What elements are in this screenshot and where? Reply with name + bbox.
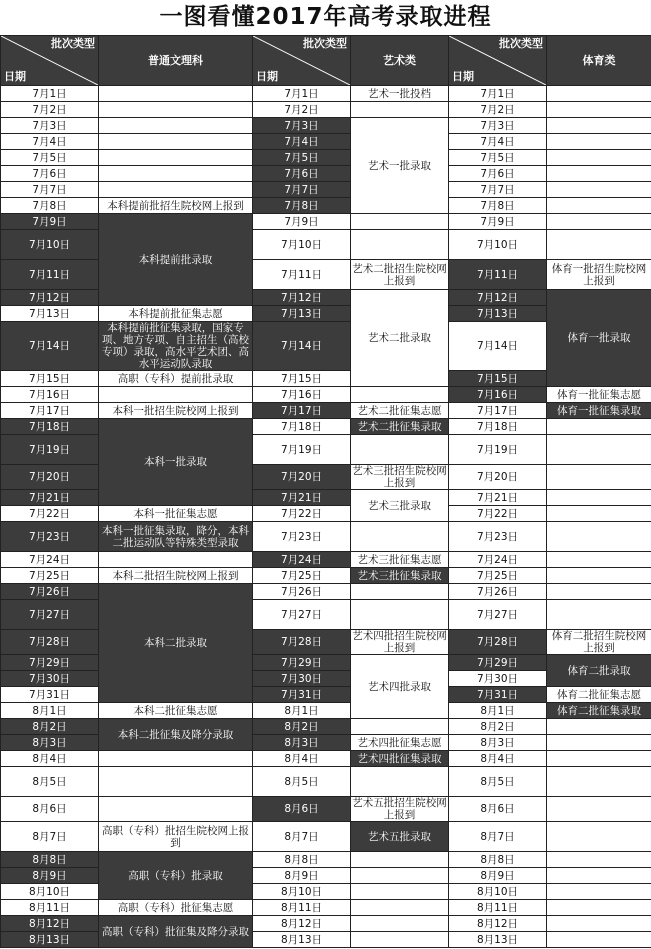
art-empty-cell [351,387,449,403]
general-date-cell: 7月6日 [1,166,99,182]
general-date-cell: 8月8日 [1,852,99,868]
art-date-cell: 7月16日 [253,387,351,403]
sports-empty-cell [547,916,651,932]
table-row [1,166,651,182]
table-row [1,552,651,568]
sports-empty-cell [547,465,651,490]
art-date-cell: 7月19日 [253,435,351,465]
table-row [1,182,651,198]
art-empty-cell [351,230,449,260]
sports-empty-cell [547,490,651,506]
art-date-cell: 7月18日 [253,419,351,435]
table-row [1,490,651,506]
art-date-cell: 7月21日 [253,490,351,506]
sports-date-cell: 7月1日 [449,86,547,102]
general-date-cell: 7月7日 [1,182,99,198]
general-event-cell: 本科一批招生院校网上报到 [99,403,253,419]
table-row [1,465,651,490]
general-date-cell: 8月10日 [1,884,99,900]
sports-empty-cell [547,522,651,552]
general-date-cell: 7月24日 [1,552,99,568]
art-date-cell: 7月17日 [253,403,351,419]
art-event-cell: 艺术二批征集录取 [351,419,449,435]
art-event-cell: 艺术五批招生院校网上报到 [352,797,447,821]
sports-date-cell: 7月8日 [449,198,547,214]
sports-date-cell: 7月31日 [449,687,547,703]
sports-empty-cell [547,852,651,868]
sports-date-cell: 7月7日 [449,182,547,198]
general-date-cell: 7月28日 [1,630,99,655]
general-event-cell: 本科二批招生院校网上报到 [99,568,253,584]
general-date-cell: 8月3日 [1,735,99,751]
sports-date-cell: 7月17日 [449,403,547,419]
batch-type-label: 批次类型 [51,37,95,50]
general-date-cell: 7月21日 [1,490,99,506]
column-header-general: 普通文理科 [99,36,253,86]
general-date-cell: 7月15日 [1,371,99,387]
table-row [1,751,651,767]
table-row [1,214,651,230]
general-date-cell: 7月16日 [1,387,99,403]
sports-empty-cell [547,166,651,182]
general-event-cell: 本科提前批招生院校网上报到 [99,198,253,214]
art-date-cell: 8月5日 [253,767,351,797]
sports-empty-cell [547,884,651,900]
art-date-cell: 7月25日 [253,568,351,584]
table-row [1,387,651,403]
sports-date-cell: 7月19日 [449,435,547,465]
general-empty-cell [99,166,253,182]
sports-empty-cell [547,86,651,102]
art-date-cell: 8月8日 [253,852,351,868]
general-date-cell: 8月12日 [1,916,99,932]
art-event-cell: 艺术三批录取 [351,490,449,522]
general-date-cell: 7月30日 [1,671,99,687]
general-date-cell: 7月13日 [1,306,99,322]
art-date-cell: 7月6日 [253,166,351,182]
art-event-cell: 艺术四批录取 [351,655,449,719]
sports-date-cell: 7月2日 [449,102,547,118]
general-date-cell: 7月4日 [1,134,99,150]
table-row [1,260,651,290]
art-date-cell: 7月23日 [253,522,351,552]
general-event-cell: 本科一批征集录取，降分，本科二批运动队等特殊类型录取 [99,522,253,552]
sports-date-cell: 8月8日 [449,852,547,868]
general-date-cell: 8月7日 [1,822,99,852]
art-event-cell: 艺术三批招生院校网上报到 [352,465,447,489]
general-date-cell: 7月1日 [1,86,99,102]
general-date-cell: 7月31日 [1,687,99,703]
general-date-cell: 7月10日 [1,230,99,260]
sports-date-cell: 7月11日 [449,260,547,290]
art-event-cell: 艺术四批招生院校网上报到 [352,630,447,654]
art-date-cell: 7月24日 [253,552,351,568]
general-date-cell: 7月22日 [1,506,99,522]
sports-date-cell: 8月11日 [449,900,547,916]
art-date-cell: 8月4日 [253,751,351,767]
date-label: 日期 [452,70,474,83]
sports-empty-cell [547,214,651,230]
general-empty-cell [99,751,253,767]
corner-header-general [1,36,99,86]
sports-date-cell: 7月24日 [449,552,547,568]
general-empty-cell [99,182,253,198]
table-row [1,868,651,884]
sports-date-cell: 7月25日 [449,568,547,584]
table-row [1,118,651,134]
table-row [1,630,651,655]
general-event-cell: 本科一批征集志愿 [99,506,253,522]
art-empty-cell [351,600,449,630]
general-date-cell: 7月17日 [1,403,99,419]
art-empty-cell [351,214,449,230]
art-event-cell: 艺术三批征集志愿 [351,552,449,568]
art-date-cell: 7月8日 [253,198,351,214]
sports-event-cell: 体育一批录取 [547,290,651,387]
sports-empty-cell [547,600,651,630]
batch-type-label: 批次类型 [303,37,347,50]
table-row [1,916,651,932]
general-event-cell: 本科二批征集及降分录取 [99,719,253,751]
sports-date-cell: 8月9日 [449,868,547,884]
art-event-cell: 艺术四批征集录取 [351,751,449,767]
art-date-cell: 7月11日 [253,260,351,290]
sports-event-cell: 体育一批征集录取 [547,403,651,419]
sports-empty-cell [547,182,651,198]
sports-empty-cell [547,797,651,822]
table-row [1,932,651,948]
art-date-cell: 7月13日 [253,306,351,322]
sports-empty-cell [547,419,651,435]
sports-empty-cell [547,102,651,118]
general-date-cell: 7月19日 [1,435,99,465]
art-empty-cell [351,102,449,118]
general-empty-cell [99,767,253,797]
general-date-cell: 8月4日 [1,751,99,767]
general-date-cell: 7月23日 [1,522,99,552]
art-event-cell: 艺术四批征集志愿 [351,735,449,751]
table-row [1,198,651,214]
sports-event-cell: 体育一批征集志愿 [547,387,651,403]
schedule-sheet [0,35,651,949]
sports-date-cell: 8月12日 [449,916,547,932]
table-row [1,797,651,822]
art-event-cell: 艺术二批录取 [351,290,449,387]
art-date-cell: 7月1日 [253,86,351,102]
general-date-cell: 7月11日 [1,260,99,290]
general-date-cell: 7月29日 [1,655,99,671]
sports-event-cell: 体育二批招生院校网上报到 [547,630,651,655]
art-event-cell: 艺术二批招生院校网上报到 [351,260,449,290]
general-event-cell: 本科二批录取 [99,584,253,703]
sports-event-cell: 体育二批录取 [547,655,651,687]
art-date-cell: 7月3日 [253,118,351,134]
general-empty-cell [99,150,253,166]
sports-date-cell: 7月27日 [449,600,547,630]
art-date-cell: 8月10日 [253,884,351,900]
general-event-cell: 高职（专科）批征集志愿 [99,900,253,916]
general-date-cell: 7月5日 [1,150,99,166]
sports-date-cell: 8月3日 [449,735,547,751]
general-empty-cell [99,387,253,403]
art-date-cell: 7月22日 [253,506,351,522]
art-empty-cell [351,767,449,797]
sports-empty-cell [547,150,651,166]
art-date-cell: 8月7日 [253,822,351,852]
table-row [1,568,651,584]
column-header-art: 艺术类 [351,36,449,86]
art-date-cell: 7月26日 [253,584,351,600]
sports-empty-cell [547,198,651,214]
art-empty-cell [351,916,449,932]
sports-date-cell: 8月6日 [449,797,547,822]
sports-date-cell: 8月13日 [449,932,547,948]
table-row [1,290,651,306]
art-date-cell: 8月13日 [253,932,351,948]
table-row [1,767,651,797]
art-date-cell: 8月3日 [253,735,351,751]
page-title: 一图看懂2017年高考录取进程 [159,4,492,30]
sports-empty-cell [547,118,651,134]
art-date-cell: 7月20日 [253,465,351,490]
sports-date-cell: 7月18日 [449,419,547,435]
sports-date-cell: 7月12日 [449,290,547,306]
sports-event-cell: 体育一批招生院校网上报到 [547,260,651,290]
sports-date-cell: 7月6日 [449,166,547,182]
general-event-cell: 高职（专科）批录取 [99,852,253,900]
general-event-cell: 本科提前批征集录取，国家专项、地方专项、自主招生（高校专项）录取，高水平艺术团、高水平运动队录取 [99,322,253,371]
general-empty-cell [99,86,253,102]
date-label: 日期 [256,70,278,83]
table-row [1,703,651,719]
art-empty-cell [351,900,449,916]
sports-empty-cell [547,230,651,260]
table-row [1,900,651,916]
art-date-cell: 7月30日 [253,671,351,687]
art-date-cell: 7月10日 [253,230,351,260]
header-row [1,36,651,86]
date-label: 日期 [4,70,26,83]
table-row [1,230,651,260]
general-date-cell: 8月1日 [1,703,99,719]
general-date-cell: 7月26日 [1,584,99,600]
general-date-cell: 7月27日 [1,600,99,630]
table-row [1,719,651,735]
art-date-cell: 7月4日 [253,134,351,150]
general-event-cell: 本科提前批征集志愿 [99,306,253,322]
general-date-cell: 7月2日 [1,102,99,118]
sports-empty-cell [547,584,651,600]
sports-event-cell: 体育二批征集录取 [547,703,651,719]
sports-empty-cell [547,751,651,767]
art-date-cell: 7月9日 [253,214,351,230]
sports-empty-cell [547,719,651,735]
table-row [1,584,651,600]
sports-date-cell: 7月3日 [449,118,547,134]
general-event-cell: 本科一批录取 [99,419,253,506]
art-date-cell: 7月5日 [253,150,351,166]
sports-date-cell: 8月4日 [449,751,547,767]
art-date-cell: 8月11日 [253,900,351,916]
art-empty-cell [351,522,449,552]
sports-empty-cell [547,868,651,884]
sports-date-cell: 8月10日 [449,884,547,900]
art-date-cell: 8月1日 [253,703,351,719]
art-event-cell: 艺术三批征集录取 [351,568,449,584]
general-date-cell: 8月6日 [1,797,99,822]
art-date-cell: 8月9日 [253,868,351,884]
general-date-cell: 7月9日 [1,214,99,230]
general-date-cell: 7月12日 [1,290,99,306]
general-empty-cell [99,552,253,568]
table-row [1,102,651,118]
art-date-cell: 8月6日 [253,797,351,822]
general-empty-cell [99,797,253,822]
general-date-cell: 8月5日 [1,767,99,797]
general-date-cell: 7月8日 [1,198,99,214]
general-date-cell: 7月3日 [1,118,99,134]
general-empty-cell [99,118,253,134]
table-row [1,150,651,166]
art-date-cell: 7月2日 [253,102,351,118]
sports-date-cell: 8月7日 [449,822,547,852]
art-event-cell: 艺术二批征集志愿 [351,403,449,419]
general-date-cell: 8月13日 [1,932,99,948]
corner-header-sports [449,36,547,86]
sports-date-cell: 7月5日 [449,150,547,166]
general-date-cell: 7月20日 [1,465,99,490]
general-date-cell: 8月11日 [1,900,99,916]
sports-date-cell: 8月5日 [449,767,547,797]
table-row [1,852,651,868]
sports-date-cell: 8月1日 [449,703,547,719]
table-row [1,403,651,419]
batch-type-label: 批次类型 [499,37,543,50]
general-date-cell: 8月2日 [1,719,99,735]
general-empty-cell [99,134,253,150]
general-event-cell: 本科提前批录取 [99,214,253,306]
general-date-cell: 7月18日 [1,419,99,435]
table-row [1,419,651,435]
sports-date-cell: 7月30日 [449,671,547,687]
schedule-body [1,86,651,948]
table-row [1,506,651,522]
table-row [1,600,651,630]
art-date-cell: 7月15日 [253,371,351,387]
general-event-cell: 本科二批征集志愿 [99,703,253,719]
sports-event-cell: 体育二批征集志愿 [547,687,651,703]
art-date-cell: 7月31日 [253,687,351,703]
art-date-cell: 7月7日 [253,182,351,198]
art-empty-cell [351,852,449,868]
sports-date-cell: 7月16日 [449,387,547,403]
general-date-cell: 8月9日 [1,868,99,884]
sports-date-cell: 7月23日 [449,522,547,552]
sports-empty-cell [547,900,651,916]
general-date-cell: 7月14日 [1,322,99,371]
corner-header-art [253,36,351,86]
sports-date-cell: 7月13日 [449,306,547,322]
sports-date-cell: 8月2日 [449,719,547,735]
sports-empty-cell [547,932,651,948]
art-date-cell: 8月12日 [253,916,351,932]
table-row [1,884,651,900]
sports-empty-cell [547,767,651,797]
sports-date-cell: 7月4日 [449,134,547,150]
table-row [1,435,651,465]
table-row [1,735,651,751]
art-event-cell: 艺术一批投档 [351,86,449,102]
art-empty-cell [351,435,449,465]
sports-date-cell: 7月15日 [449,371,547,387]
art-empty-cell [351,868,449,884]
sports-empty-cell [547,735,651,751]
admission-schedule-table [0,35,651,948]
art-date-cell: 7月27日 [253,600,351,630]
sports-date-cell: 7月21日 [449,490,547,506]
art-empty-cell [351,932,449,948]
art-empty-cell [351,719,449,735]
general-date-cell: 7月25日 [1,568,99,584]
sports-empty-cell [547,506,651,522]
sports-date-cell: 7月26日 [449,584,547,600]
sports-date-cell: 7月9日 [449,214,547,230]
art-empty-cell [351,584,449,600]
art-date-cell: 7月29日 [253,655,351,671]
table-row [1,134,651,150]
art-date-cell: 7月28日 [253,630,351,655]
sports-empty-cell [547,552,651,568]
table-row [1,522,651,552]
art-date-cell: 7月12日 [253,290,351,306]
art-event-cell: 艺术一批录取 [351,118,449,214]
general-event-cell: 高职（专科）批征集及降分录取 [99,916,253,948]
sports-empty-cell [547,134,651,150]
sports-empty-cell [547,435,651,465]
general-empty-cell [99,102,253,118]
sports-date-cell: 7月10日 [449,230,547,260]
table-row [1,86,651,102]
sports-date-cell: 7月14日 [449,322,547,371]
table-row [1,687,651,703]
sports-date-cell: 7月22日 [449,506,547,522]
sports-date-cell: 7月28日 [449,630,547,655]
general-event-cell: 高职（专科）批招生院校网上报到 [99,822,253,852]
table-row [1,822,651,852]
art-date-cell: 8月2日 [253,719,351,735]
sports-empty-cell [547,568,651,584]
column-header-sports: 体育类 [547,36,651,86]
table-row [1,655,651,671]
sports-date-cell: 7月20日 [449,465,547,490]
art-empty-cell [351,884,449,900]
sports-empty-cell [547,822,651,852]
sports-date-cell: 7月29日 [449,655,547,671]
art-date-cell: 7月14日 [253,322,351,371]
art-event-cell: 艺术五批录取 [351,822,449,852]
general-event-cell: 高职（专科）提前批录取 [99,371,253,387]
